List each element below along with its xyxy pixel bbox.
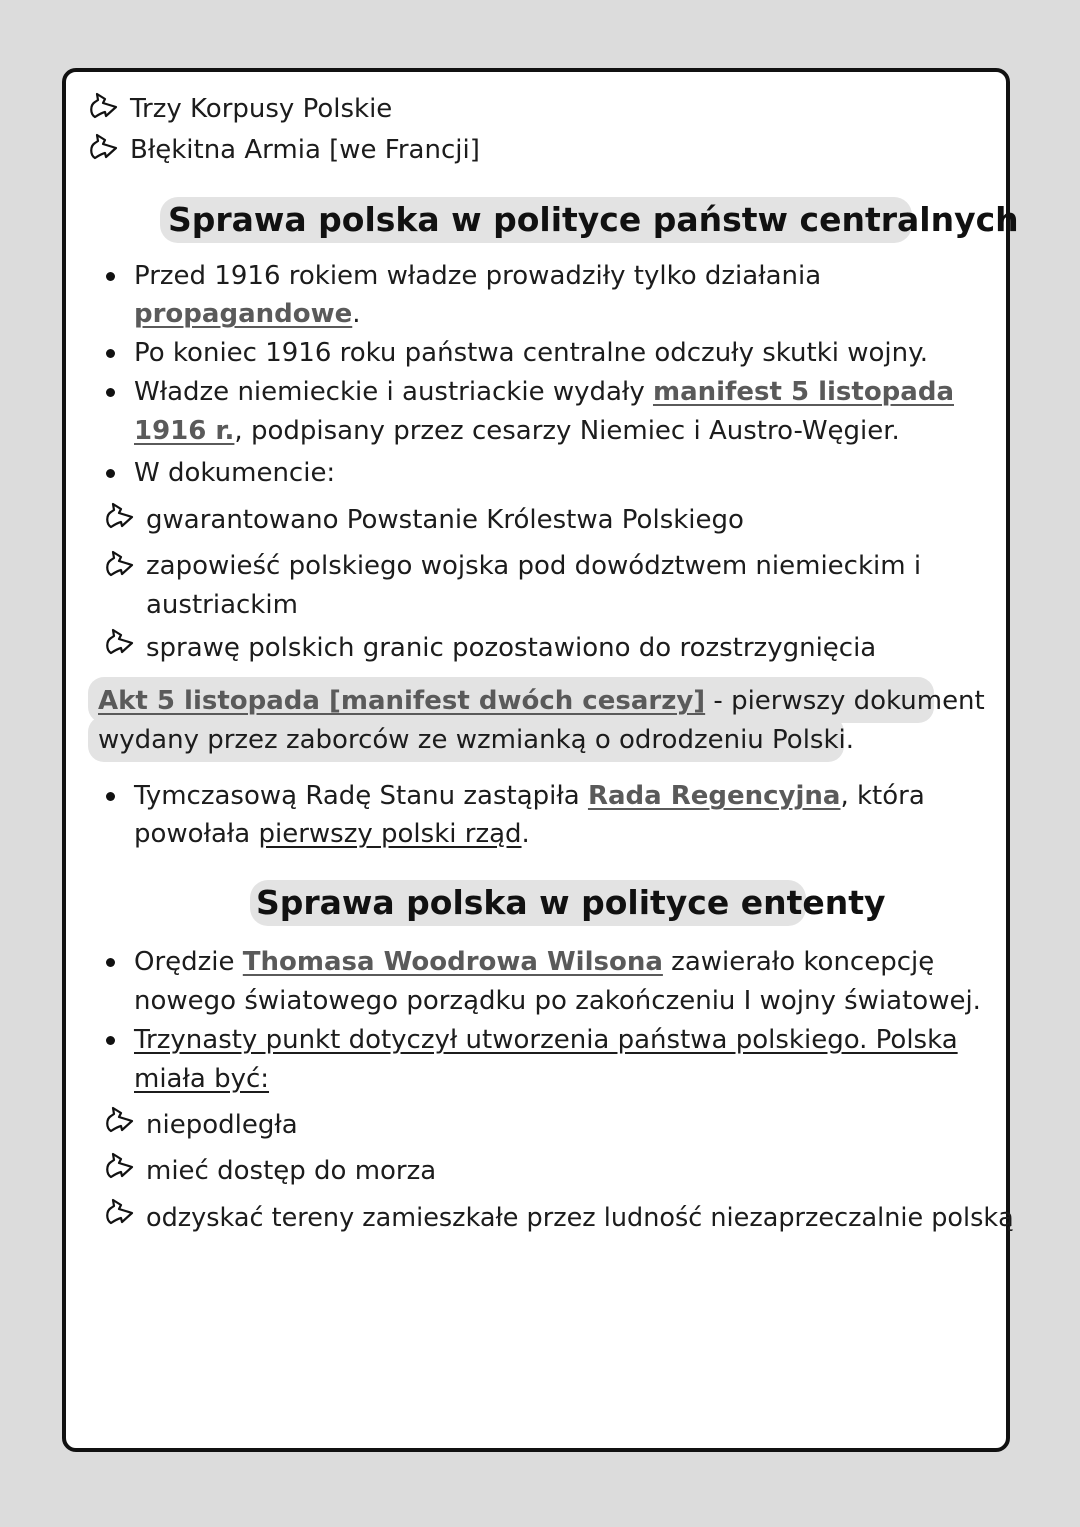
bullet-dot [106,349,115,358]
arrow-icon [104,1104,138,1136]
definition-text: Akt 5 listopada [manifest dwóch cesarzy] - pierwszy dokument [98,686,985,716]
sub-item: mieć dostęp do morza [146,1156,437,1186]
definition-text: wydany przez zaborców ze wzmianką o odrodzeniu Polski. [98,725,855,755]
key-term: propagandowe [134,299,353,329]
sub-item: gwarantowano Powstanie Królestwa Polskiego [146,505,744,535]
arrow-icon [104,500,138,532]
bullet-dot [106,958,115,967]
underlined-term: pierwszy polski rząd [258,819,522,849]
section-heading: Sprawa polska w polityce państw centralnych [168,200,1019,239]
arrow-icon [88,131,122,163]
key-term: manifest 5 listopada [652,377,954,407]
bullet-text: miała być: [134,1064,270,1094]
bullet-text: Władze niemieckie i austriackie wydały manifest 5 listopada [134,377,954,407]
arrow-icon [104,548,138,580]
bullet-text: Orędzie Thomasa Woodrowa Wilsona zawierało koncepcję [134,947,935,977]
bullet-text: 1916 r., podpisany przez cesarzy Niemiec i Austro-Węgier. [134,416,900,446]
sub-item: zapowieść polskiego wojska pod dowództwem niemieckim i [146,551,922,581]
bullet-text: propagandowe. [134,299,361,329]
list-item: Trzy Korpusy Polskie [130,94,393,124]
key-term: Thomasa Woodrowa Wilsona [242,947,663,977]
bullet-dot [106,469,115,478]
bullet-text: Trzynasty punkt dotyczył utworzenia państwa polskiego. Polska [134,1025,958,1055]
bullet-text: powołała pierwszy polski rząd. [134,819,530,849]
key-term: Akt 5 listopada [manifest dwóch cesarzy] [98,686,706,716]
sub-item: sprawę polskich granic pozostawiono do rozstrzygnięcia [146,633,877,663]
sub-item: odzyskać tereny zamieszkałe przez ludność niezaprzeczalnie polską [146,1203,1014,1233]
key-term: Rada Regencyjna [587,781,841,811]
bullet-text: Przed 1916 rokiem władze prowadziły tylko działania [134,261,822,291]
bullet-text: Po koniec 1916 roku państwa centralne odczuły skutki wojny. [134,338,929,368]
arrow-icon [104,1150,138,1182]
section-heading: Sprawa polska w polityce ententy [256,883,886,922]
arrow-icon [104,1196,138,1228]
arrow-icon [88,90,122,122]
key-term: 1916 r. [134,416,235,446]
arrow-icon [104,626,138,658]
bullet-text: W dokumencie: [134,458,336,488]
bullet-dot [106,1036,115,1045]
bullet-text: nowego światowego porządku po zakończeniu I wojny światowej. [134,986,981,1016]
sub-item: austriackim [146,590,298,620]
bullet-dot [106,792,115,801]
bullet-dot [106,388,115,397]
bullet-text: Tymczasową Radę Stanu zastąpiła Rada Regencyjna, która [134,781,925,811]
list-item: Błękitna Armia [we Francji] [130,135,480,165]
sub-item: niepodległa [146,1110,298,1140]
bullet-dot [106,272,115,281]
